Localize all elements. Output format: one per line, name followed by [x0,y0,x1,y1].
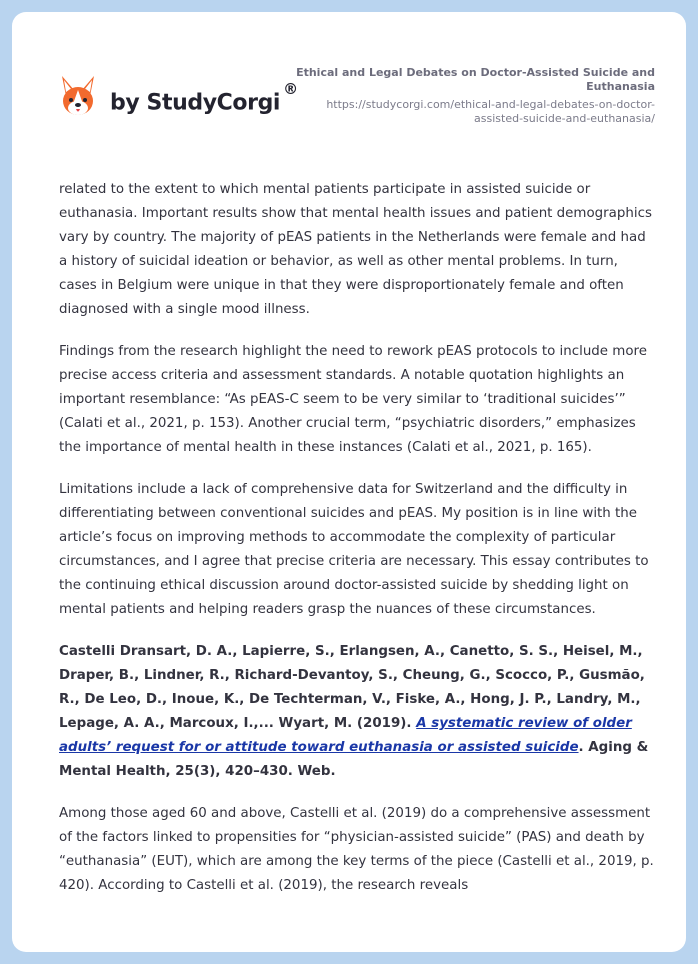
reference-entry [59,640,655,784]
brand-text: by StudyCorgi [110,90,281,116]
studycorgi-logo[interactable] [58,74,298,118]
paragraph: Among those aged 60 and above, Castelli et al. (2019) do a comprehensive assessment of the factors linked to propensities for “physician-assisted suicide” (PAS) and death by “euthanasia” (EUT), which are among the key terms of the piece (Castelli et al., 2019, p. 420). According to Castelli et al. (2019), the research reveals [59,806,654,893]
page [12,12,686,952]
brand-name [110,79,298,116]
document-meta [285,66,655,126]
reference-authors: Castelli Dransart, D. A., Lapierre, S., Erlangsen, A., Canetto, S. S., Heisel, M., Draper, B., Lindner, R., Richard-Devantoy, S., Cheung, G., Scocco, P., Gusmão, R., De Leo, D., Inoue, K., De Techterman, V., Fiske, A., Hong, J. P., Landry, M., Lepage, A. A., Marcoux, I.,... Wyart, M. (2019). [59,644,645,731]
essay-content [59,178,655,916]
paragraph: Findings from the research highlight the need to rework pEAS protocols to include more precise access criteria and assessment standards. A notable quotation highlights an important resemblance: “As pEAS-C seem to be very similar to ‘traditional suicides’” (Calati et al., 2021, p. 153). Another crucial term, “psychiatric disorders,” emphasizes the importance of mental health in these instances (Calati et al., 2021, p. 165). [59,344,647,455]
corgi-icon [58,74,98,118]
reference-source: . Aging & Mental Health, 25(3), 420–430. Web. [59,740,649,779]
paragraph: Limitations include a lack of comprehensive data for Switzerland and the difficulty in differentiating between conventional suicides and pEAS. My position is in line with the article’s focus on improving methods to accommodate the complexity of particular circumstances, and I agree that precise criteria are necessary. This essay contributes to the continuing ethical discussion around doctor-assisted suicide by shedding light on mental patients and helping readers grasp the nuances of these circumstances. [59,482,649,617]
reference-link[interactable]: A systematic review of older adults’ request for or attitude toward euthanasia or assisted suicide [59,716,632,755]
header [12,12,686,152]
registered-mark: ® [283,79,298,98]
paragraph: related to the extent to which mental patients participate in assisted suicide or euthanasia. Important results show that mental health issues and patient demographics vary by country. The majority of pEAS patients in the Netherlands were female and had a history of suicidal ideation or behavior, as well as other mental problems. In turn, cases in Belgium were unique in that they were disproportionately female and often diagnosed with a single mood illness. [59,182,652,317]
document-title: Ethical and Legal Debates on Doctor-Assisted Suicide and Euthanasia [296,66,655,93]
document-url[interactable]: https://studycorgi.com/ethical-and-legal-debates-on-doctor-assisted-suicide-and-euthanasia/ [326,98,655,125]
